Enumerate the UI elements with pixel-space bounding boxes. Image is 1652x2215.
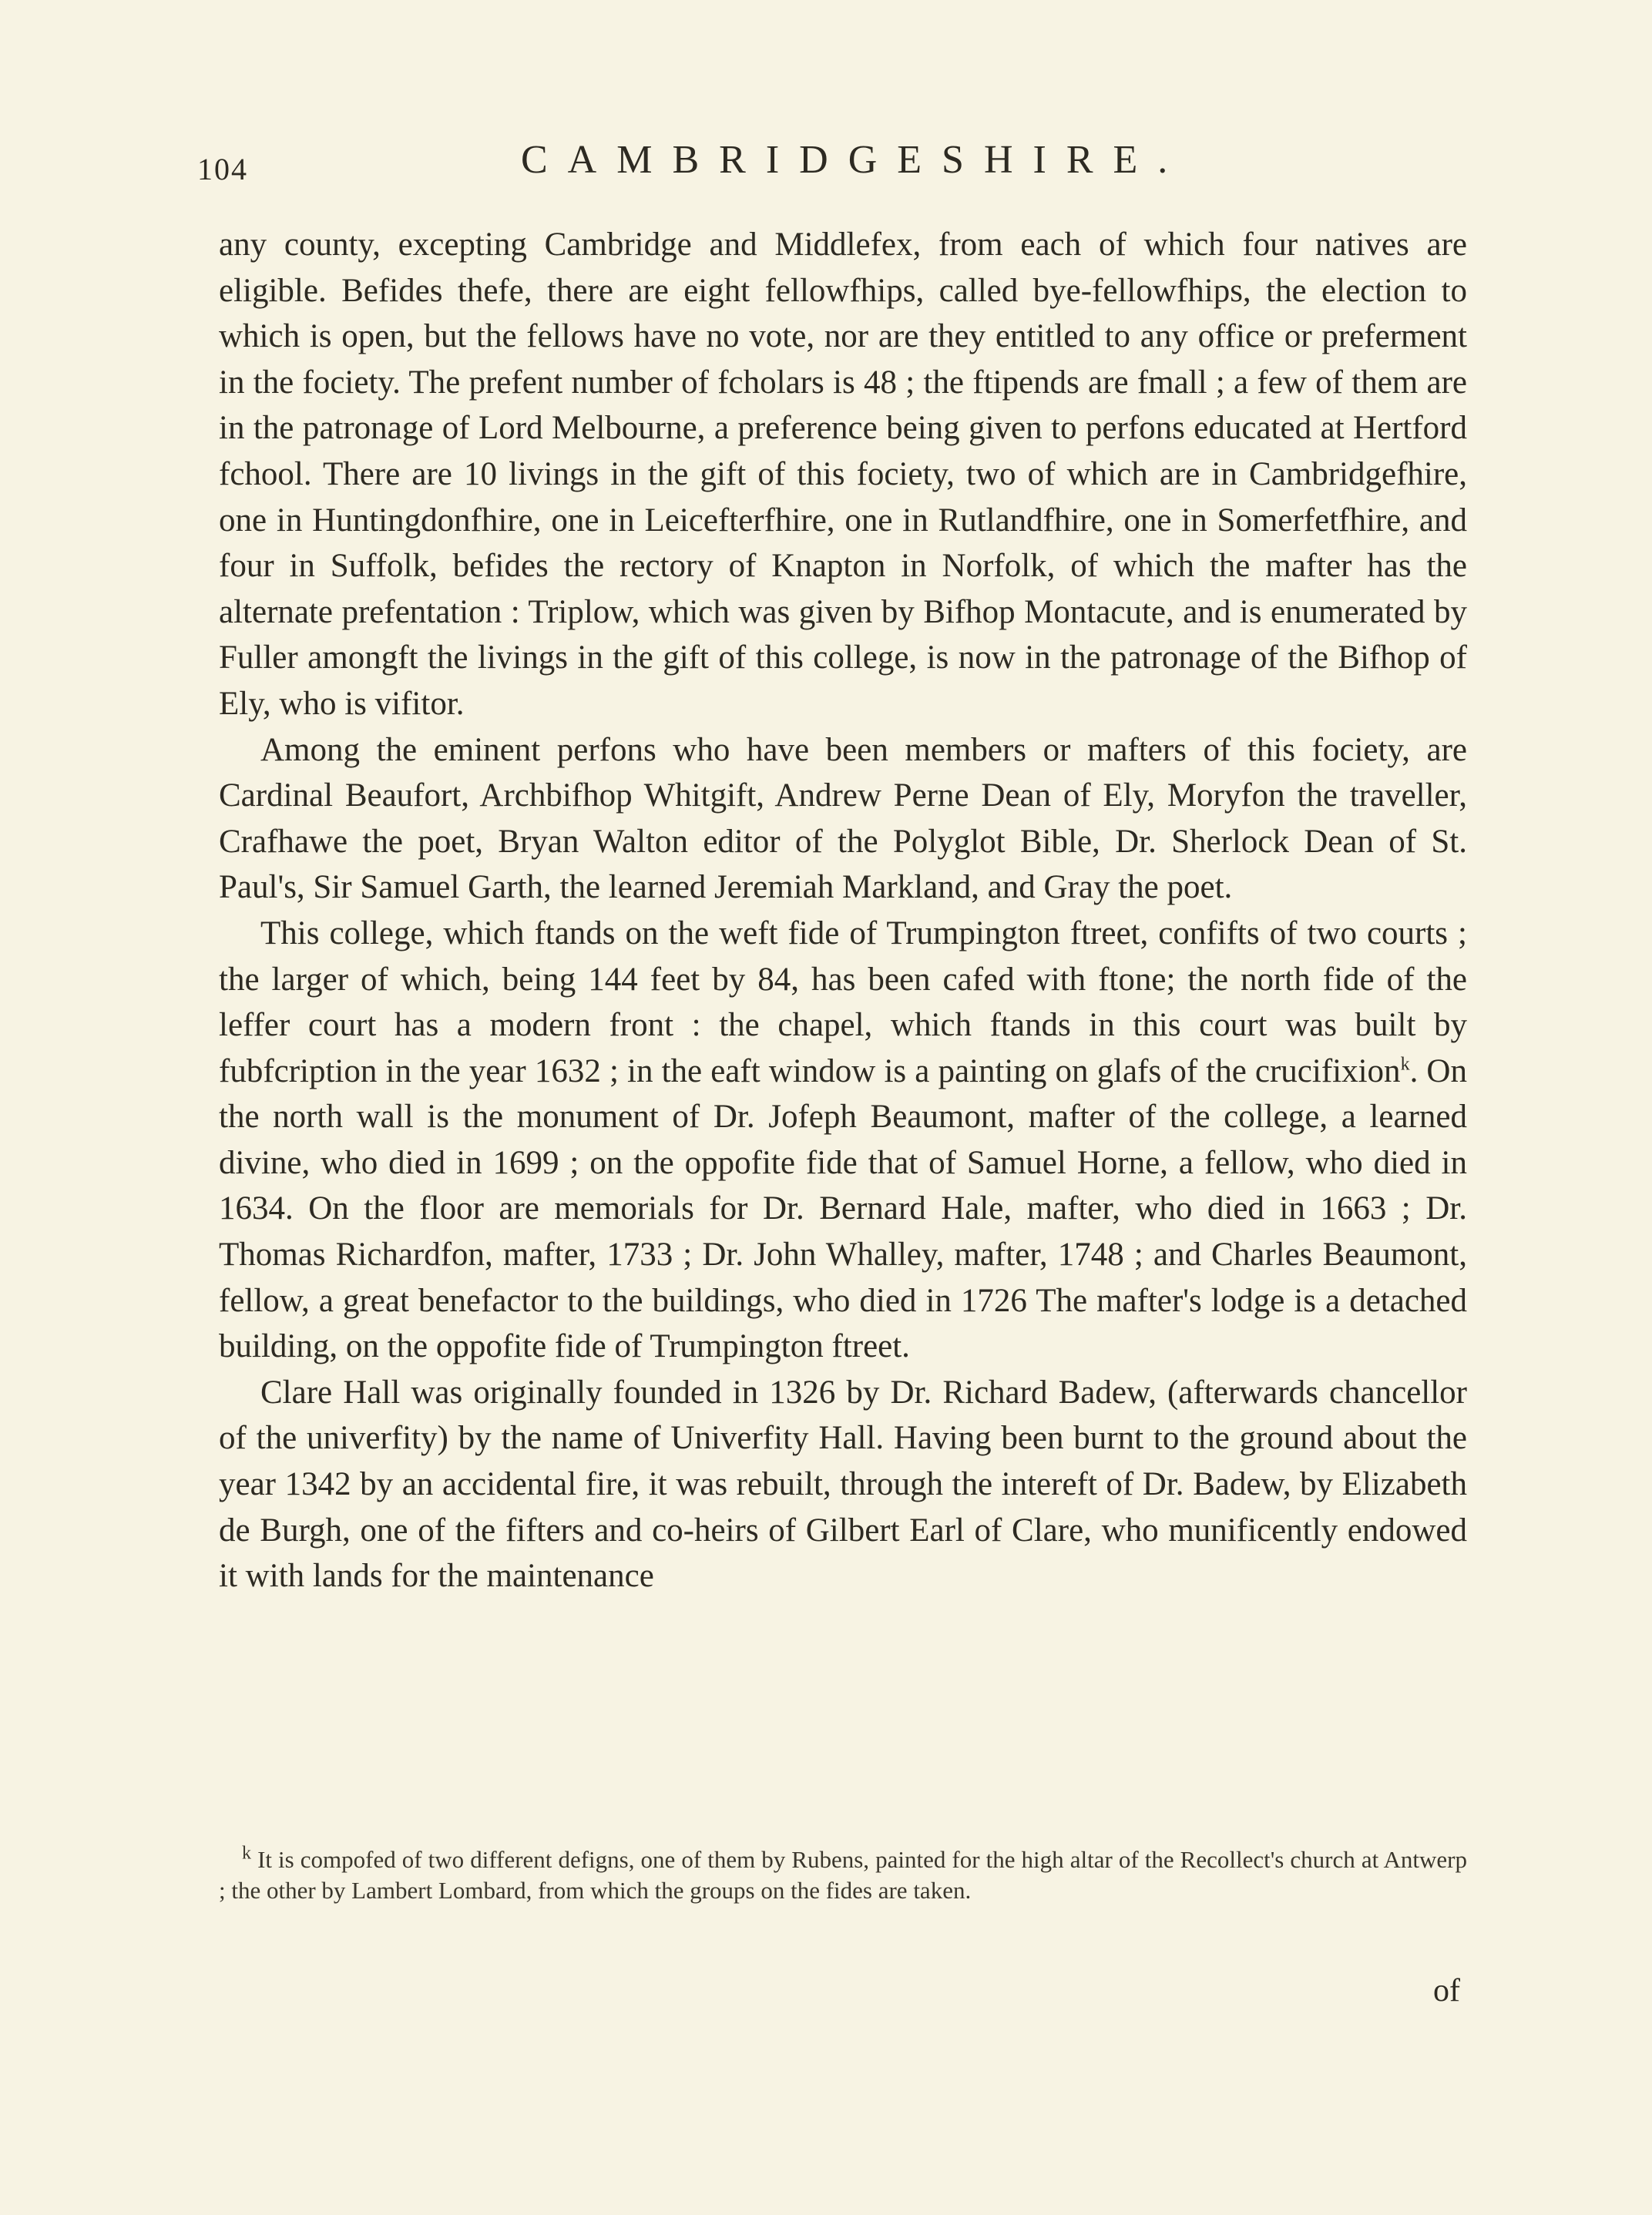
footnote [219,1844,1467,1906]
running-head: CAMBRIDGESHIRE. [521,138,1188,182]
body-text [219,222,1467,1599]
page-header [197,137,1467,186]
paragraph-3-text: This college, which ftands on the weft fide of Trumpington ftreet, confifts of two courts ; the larger of which, being 144 feet by 84, has been cafed with ftone; the north fide of the leffer court has a modern front : the chapel, which ftands in this court was built by fubfcription in the year 1632 ; in the eaft window is a painting on glafs of the crucifixion [219,915,1467,1089]
footnote-marker: k [242,1843,251,1864]
paragraph-3-continued: . On the north wall is the monument of Dr. Jofeph Beaumont, mafter of the college, a learned divine, who died in 1699 ; on the oppofite fide that of Samuel Horne, a fellow, who died in 1634. On the floor are memorials for Dr. Bernard Hale, mafter, who died in 1663 ; Dr. Thomas Richardfon, mafter, 1733 ; Dr. John Whalley, mafter, 1748 ; and Charles Beaumont, fellow, a great benefactor to the buildings, who died in 1726 The mafter's lodge is a detached building, on the oppofite fide of Trumpington ftreet. [219,1052,1467,1365]
paragraph-3 [219,911,1467,1370]
footnote-text: It is compofed of two different defigns, one of them by Rubens, painted for the high altar of the Recollect's church at Antwerp ; the other by Lambert Lombard, from which the groups on the fides are taken. [219,1846,1468,1904]
catchword: of [1433,1973,1460,2009]
paragraph-4: Clare Hall was originally founded in 1326 by Dr. Richard Badew, (afterwards chancellor of the univerfity) by the name of Univerfity Hall. Having been burnt to the ground about the year 1342 by an accidental fire, it was rebuilt, through the intereft of Dr. Badew, by Elizabeth de Burgh, one of the fifters and co-heirs of Gilbert Earl of Clare, who munificently endowed it with lands for the maintenance [219,1374,1467,1595]
paragraph-2: Among the eminent perfons who have been members or mafters of this fociety, are Cardinal Beaufort, Archbifhop Whitgift, Andrew Perne Dean of Ely, Moryfon the traveller, Crafhawe the poet, Bryan Walton editor of the Polyglot Bible, Dr. Sherlock Dean of St. Paul's, Sir Samuel Garth, the learned Jeremiah Markland, and Gray the poet. [219,731,1467,906]
page-number: 104 [197,152,248,186]
footnote-reference: k [1400,1054,1410,1075]
paragraph-1: any county, excepting Cambridge and Middlefex, from each of which four natives are eligible. Befides thefe, there are eight fellowfhips, called bye-fellowfhips, the election to which is open, but the fellows have no vote, nor are they entitled to any office or preferment in the fociety. The prefent number of fcholars is 48 ; the ftipends are fmall ; a few of them are in the patronage of Lord Melbourne, a preference being given to perfons educated at Hertford fchool. There are 10 livings in the gift of this fociety, two of which are in Cambridgefhire, one in Huntingdonfhire, one in Leicefterfhire, one in Rutlandfhire, one in Somerfetfhire, and four in Suffolk, befides the rectory of Knapton in Norfolk, of which the mafter has the alternate prefentation : Triplow, which was given by Bifhop Montacute, and is enumerated by Fuller amongft the livings in the gift of this college, is now in the patronage of the Bifhop of Ely, who is vifitor. [219,227,1467,722]
